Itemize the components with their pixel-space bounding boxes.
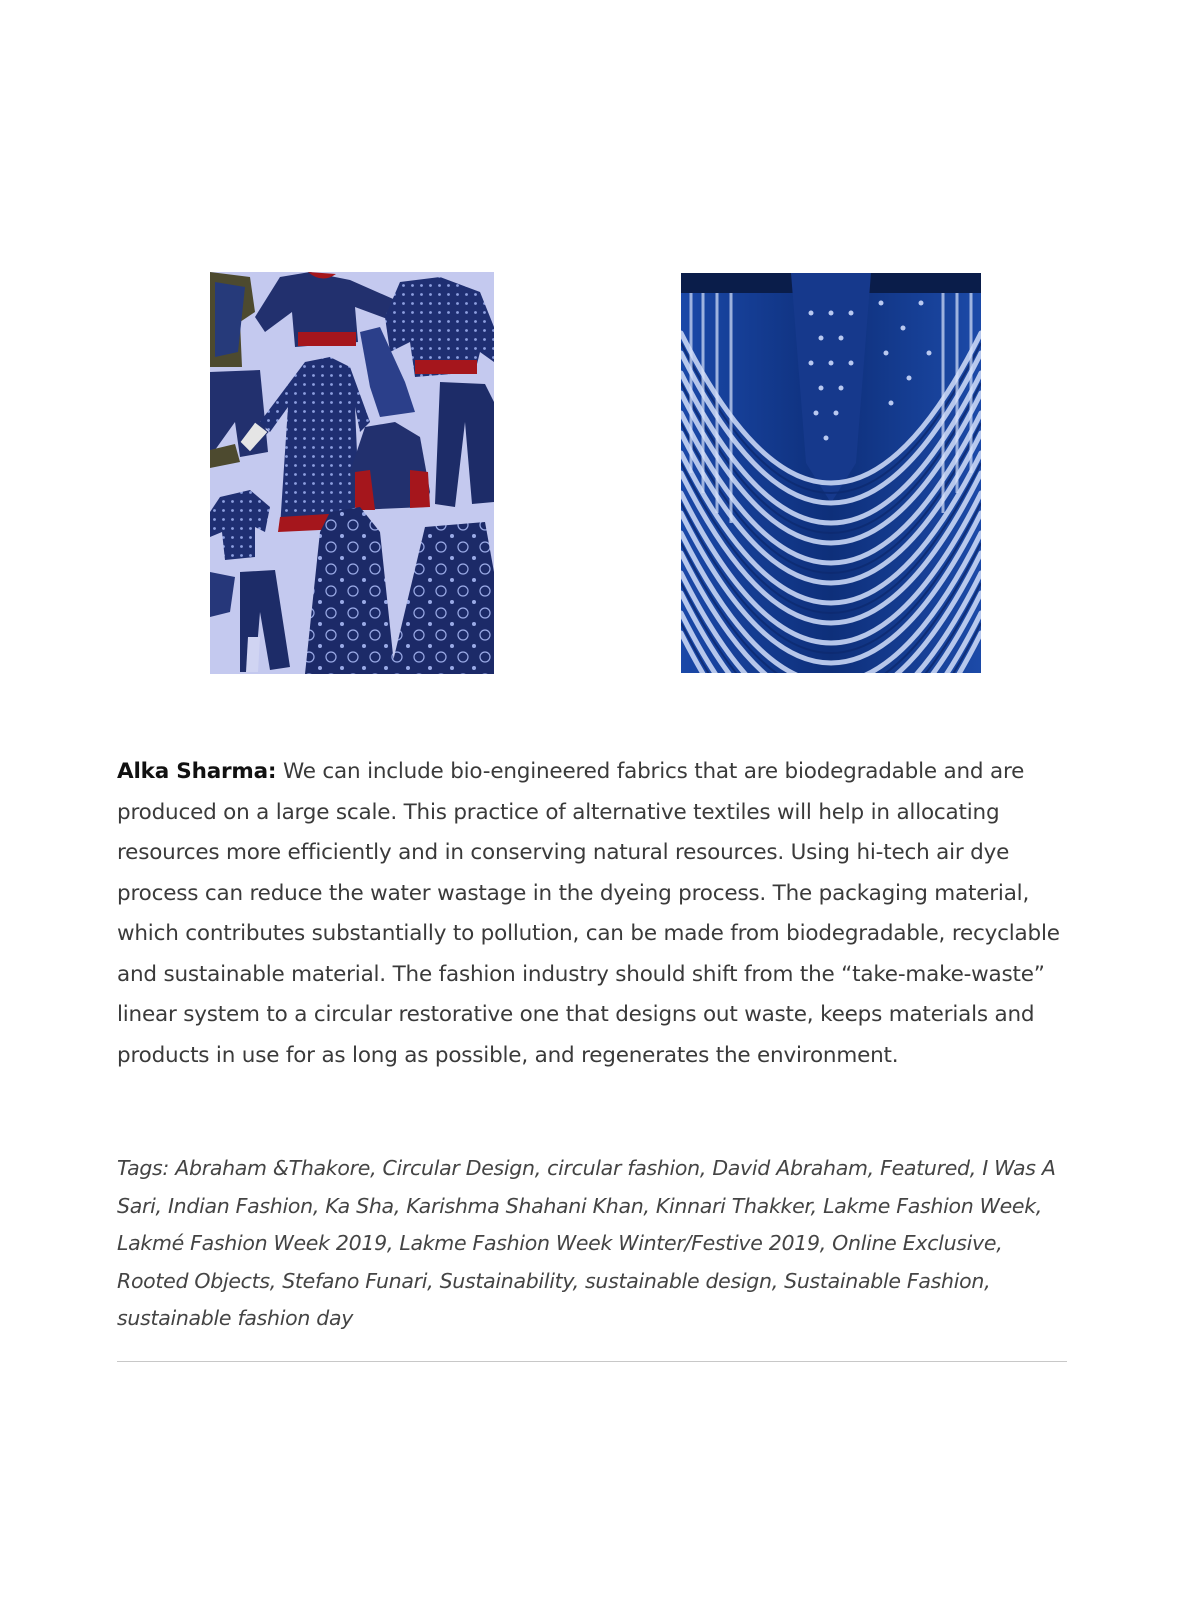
tag-separator: ,: [996, 1231, 1003, 1255]
tag-link[interactable]: Featured: [880, 1156, 970, 1180]
tag-separator: ,: [312, 1193, 320, 1218]
tag-link[interactable]: sustainable design: [585, 1268, 772, 1293]
tag-link[interactable]: Kinnari Thakker: [655, 1193, 811, 1218]
tag-separator: ,: [810, 1193, 817, 1218]
tag-separator: ,: [386, 1231, 394, 1255]
tag-link[interactable]: Sustainable Fashion: [784, 1268, 985, 1293]
tag-link[interactable]: Karishma Shahani Khan: [406, 1193, 644, 1218]
tag-separator: ,: [819, 1231, 826, 1255]
tag-link[interactable]: Lakme Fashion Week: [823, 1193, 1036, 1218]
tag-separator: ,: [427, 1268, 434, 1293]
tag-separator: ,: [370, 1156, 377, 1180]
tag-link[interactable]: Lakme Fashion Week Winter/Festive 2019: [399, 1231, 820, 1255]
tag-separator: ,: [155, 1193, 162, 1218]
tag-link[interactable]: Abraham &Thakore: [175, 1156, 371, 1180]
tag-link[interactable]: I Was A Sari: [117, 1156, 1056, 1218]
tag-separator: ,: [572, 1268, 579, 1293]
tag-link[interactable]: Ka Sha: [325, 1193, 394, 1218]
tag-link[interactable]: Stefano Funari: [282, 1268, 428, 1293]
tag-link[interactable]: Circular Design: [382, 1156, 535, 1180]
tag-separator: ,: [534, 1156, 541, 1180]
tag-separator: ,: [984, 1268, 991, 1293]
tag-link[interactable]: Online Exclusive: [832, 1231, 997, 1255]
tag-link[interactable]: Rooted Objects: [117, 1268, 270, 1293]
tag-items: [117, 1156, 1056, 1330]
tag-separator: ,: [643, 1193, 650, 1218]
tag-link[interactable]: Lakmé Fashion Week 2019: [117, 1231, 387, 1255]
tag-separator: ,: [269, 1268, 276, 1293]
tag-link[interactable]: Indian Fashion: [167, 1193, 313, 1218]
tag-separator: ,: [969, 1156, 976, 1180]
tag-link[interactable]: sustainable fashion day: [117, 1306, 354, 1330]
tag-separator: ,: [867, 1156, 874, 1180]
garment-illustrations-graphic: [210, 272, 494, 674]
indigo-fabric-graphic: [681, 273, 981, 673]
tag-link[interactable]: David Abraham: [712, 1156, 868, 1180]
garment-illustrations-image: [210, 272, 494, 674]
tag-link[interactable]: Sustainability: [439, 1268, 573, 1293]
divider: [117, 1361, 1067, 1362]
article-text: We can include bio-engineered fabrics that are biodegradable and are produced on a large scale. This practice of alternative textiles will help in allocating resources more efficiently and in conserving natural resources. Using hi-tech air dye process can reduce the water wastage in the dyeing process. The packaging material, which contributes substantially to pollution, can be made from biodegradable, recyclable and sustainable material. The fashion industry should shift from the “take-make-waste” linear system to a circular restorative one that designs out waste, keeps materials and products in use for as long as possible, and regenerates the environment.: [117, 759, 1060, 1068]
tag-separator: ,: [1035, 1193, 1043, 1218]
indigo-fabric-drape-image: [681, 273, 981, 673]
tags-list: [117, 1150, 1067, 1338]
tag-separator: ,: [393, 1193, 401, 1218]
tags-label: Tags:: [117, 1156, 170, 1180]
tag-separator: ,: [699, 1156, 707, 1180]
article-paragraph: [117, 752, 1067, 1076]
tag-separator: ,: [771, 1268, 778, 1293]
speaker-name: Alka Sharma:: [117, 759, 277, 784]
tag-link[interactable]: circular fashion: [547, 1156, 700, 1180]
